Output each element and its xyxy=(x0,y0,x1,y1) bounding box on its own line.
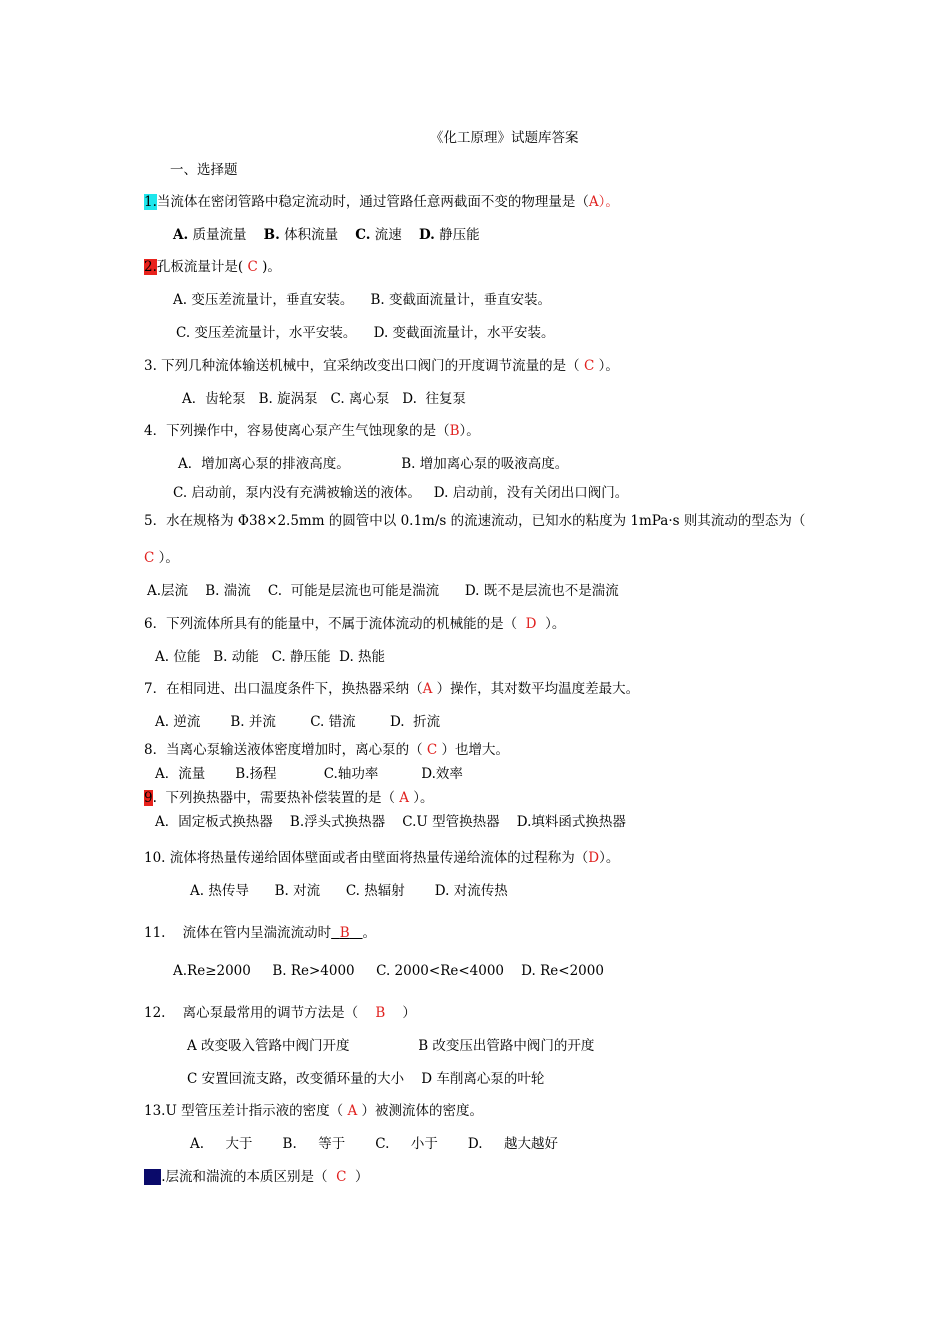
question-9: 9. 下列换热器中，需要热补偿装置的是（ A ）。 xyxy=(144,790,434,806)
question-number: 9 xyxy=(144,790,153,806)
question-5-answer-line: C ）。 xyxy=(144,550,179,566)
question-6: 6．下列流体所具有的能量中，不属于流体流动的机械能的是（ D ）。 xyxy=(144,616,566,632)
question-7-options: A. 逆流 B. 并流 C. 错流 D. 折流 xyxy=(155,714,441,730)
answer-blank xyxy=(331,925,362,941)
question-12-options-1: A 改变吸入管路中阀门开度 B 改变压出管路中阀门的开度 xyxy=(187,1038,595,1054)
answer: A xyxy=(422,681,433,697)
question-9-options: A．固定板式换热器 B.浮头式换热器 C.U 型管换热器 D.填料函式换热器 xyxy=(155,814,626,830)
answer: D xyxy=(588,850,600,866)
answer: C xyxy=(336,1169,347,1185)
question-2: 2.孔板流量计是( C )。 xyxy=(144,259,281,275)
question-1: 1.当流体在密闭管路中稳定流动时，通过管路任意两截面不变的物理量是（A）。 xyxy=(144,194,619,210)
question-14: 14.层流和湍流的本质区别是（ C ） xyxy=(144,1169,369,1185)
question-13-options: A. 大于 B. 等于 C. 小于 D. 越大越好 xyxy=(190,1136,558,1152)
question-11-options: A.Re≥2000 B. Re>4000 C. 2000<Re<4000 D. Re<2000 xyxy=(173,963,604,979)
question-2-options-1: A. 变压差流量计，垂直安装。 B. 变截面流量计，垂直安装。 xyxy=(173,292,551,308)
question-8-options: A．流量 B.扬程 C.轴功率 D.效率 xyxy=(155,766,463,782)
question-4-options-1: A．增加离心泵的排液高度。 B. 增加离心泵的吸液高度。 xyxy=(178,456,569,472)
answer: C xyxy=(144,550,155,566)
question-4-options-2: C. 启动前，泵内没有充满被输送的液体。 D. 启动前，没有关闭出口阀门。 xyxy=(173,485,629,501)
question-8: 8．当离心泵输送液体密度增加时，离心泵的（ C ）也增大。 xyxy=(144,742,510,758)
question-10-options: A. 热传导 B. 对流 C. 热辐射 D. 对流传热 xyxy=(190,883,508,899)
question-11: 11. 流体在管内呈湍流流动时 B 。 xyxy=(144,925,377,941)
question-4: 4．下列操作中，容易使离心泵产生气蚀现象的是（B）。 xyxy=(144,423,480,439)
page-title: 《化工原理》试题库答案 xyxy=(430,130,579,146)
answer: A xyxy=(347,1103,358,1119)
answer: B xyxy=(339,925,350,941)
section-heading: 一、选择题 xyxy=(170,162,238,178)
question-number: 2. xyxy=(144,259,157,275)
answer: C xyxy=(426,742,438,758)
answer: A xyxy=(588,194,599,210)
question-13: 13.U 型管压差计指示液的密度（ A ）被测流体的密度。 xyxy=(144,1103,483,1119)
answer: B xyxy=(449,423,460,439)
answer: D xyxy=(525,616,537,632)
question-3: 3. 下列几种流体输送机械中，宜采纳改变出口阀门的开度调节流量的是（ C ）。 xyxy=(144,358,619,374)
answer: A xyxy=(399,790,410,806)
question-number: 14 xyxy=(144,1169,162,1185)
question-number: 1. xyxy=(144,194,157,210)
question-7: 7．在相同进、出口温度条件下，换热器采纳（A ）操作，其对数平均温度差最大。 xyxy=(144,681,640,697)
answer: C xyxy=(583,358,595,374)
question-12-options-2: C 安置回流支路，改变循环量的大小 D 车削离心泵的叶轮 xyxy=(187,1071,545,1087)
question-6-options: A. 位能 B. 动能 C. 静压能 D. 热能 xyxy=(155,649,386,665)
question-10: 10. 流体将热量传递给固体壁面或者由壁面将热量传递给流体的过程称为（D）。 xyxy=(144,850,620,866)
question-2-options-2: C. 变压差流量计，水平安装。 D. 变截面流量计，水平安装。 xyxy=(176,325,555,341)
question-3-options: A．齿轮泵 B. 旋涡泵 C. 离心泵 D. 往复泵 xyxy=(182,391,467,407)
question-1-options: A. 质量流量 B. 体积流量 C. 流速 D. 静压能 xyxy=(173,227,480,243)
question-12: 12. 离心泵最常用的调节方法是（ B ） xyxy=(144,1005,416,1021)
answer: B xyxy=(375,1005,386,1021)
answer: C xyxy=(243,259,263,275)
question-5-options: A.层流 B. 湍流 C. 可能是层流也可能是湍流 D. 既不是层流也不是湍流 xyxy=(147,583,619,599)
question-5: 5．水在规格为 Φ38×2.5mm 的圆管中以 0.1m/s 的流速流动，已知水的粘度为 1mPa·s 则其流动的型态为（ xyxy=(144,513,806,529)
